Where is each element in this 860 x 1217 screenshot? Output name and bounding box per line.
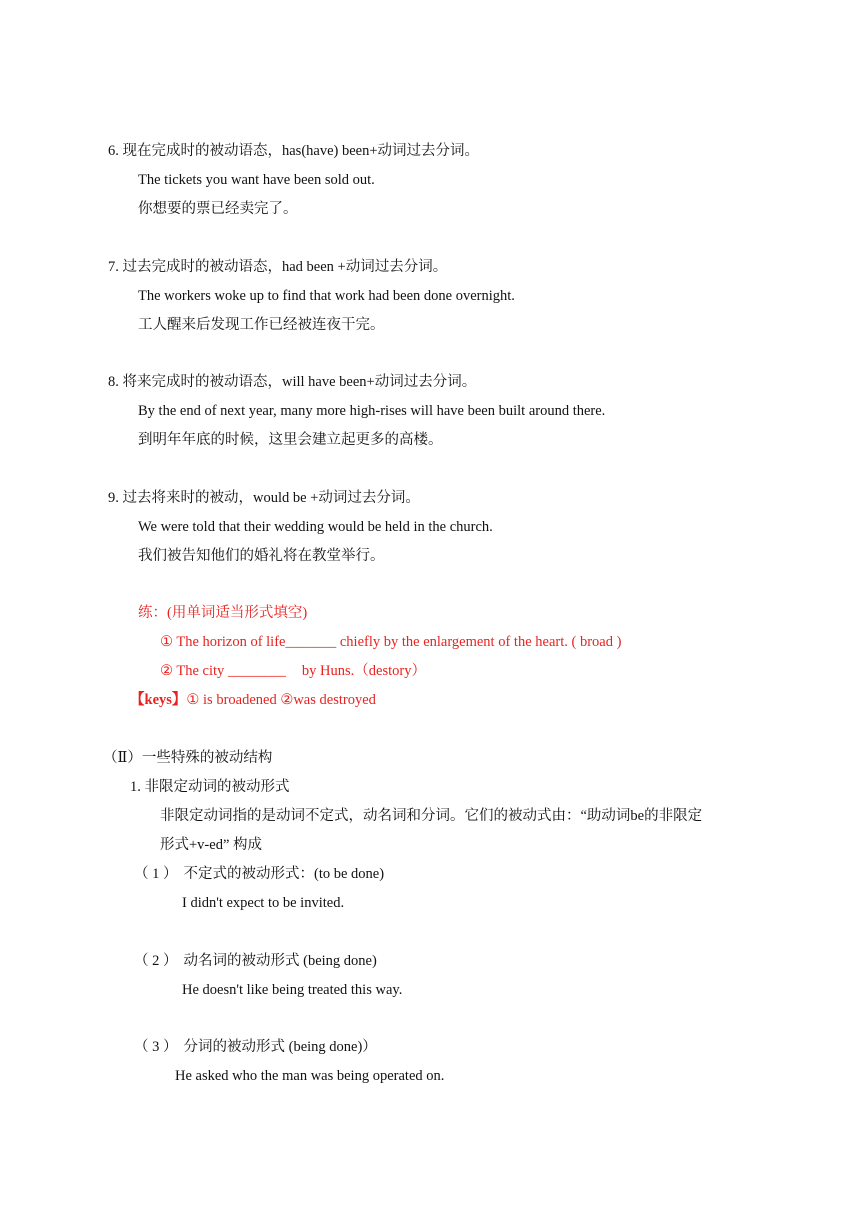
form-3-label: 分词的被动形式 (being done)）	[183, 1039, 377, 1055]
keys-text: ① is broadened ②was destroyed	[186, 692, 376, 708]
item-9-example-zh: 我们被告知他们的婚礼将在教堂举行。	[138, 548, 385, 564]
form-3-example: He asked who the man was being operated on.	[175, 1068, 445, 1084]
description-line-1: 非限定动词指的是动词不定式，动名词和分词。它们的被动式由：“助动词be的非限定	[160, 808, 703, 824]
form-2-label: 动名词的被动形式 (being done)	[183, 953, 377, 969]
item-8-example-zh: 到明年年底的时候，这里会建立起更多的高楼。	[138, 432, 443, 448]
exercise-question-2-start: ② The city ________	[160, 663, 286, 679]
item-6-example-en: The tickets you want have been sold out.	[138, 172, 375, 188]
keys-label: 【keys】	[130, 692, 187, 708]
item-7-example-zh: 工人醒来后发现工作已经被连夜干完。	[138, 317, 385, 333]
item-8-heading: 8. 将来完成时的被动语态，will have been+动词过去分词。	[108, 374, 477, 390]
form-2-number: （ 2 ）	[134, 953, 178, 969]
form-1-number: （ 1 ）	[134, 866, 178, 882]
item-7-heading: 7. 过去完成时的被动语态，had been +动词过去分词。	[108, 259, 448, 275]
form-1-heading	[134, 864, 384, 884]
item-9-example-en: We were told that their wedding would be held in the church.	[138, 519, 493, 535]
form-2-example: He doesn't like being treated this way.	[182, 982, 403, 998]
item-9-heading: 9. 过去将来时的被动，would be +动词过去分词。	[108, 490, 420, 506]
exercise-question-2	[160, 661, 426, 681]
section-2-title: （Ⅱ）一些特殊的被动结构	[103, 750, 273, 766]
exercise-title: 练：(用单词适当形式填空)	[138, 605, 308, 621]
form-1-label: 不定式的被动形式：(to be done)	[183, 866, 385, 882]
item-8-example-en: By the end of next year, many more high-rises will have been built around there.	[138, 403, 606, 419]
item-6-example-zh: 你想要的票已经卖完了。	[138, 201, 298, 217]
item-7-example-en: The workers woke up to find that work had been done overnight.	[138, 288, 515, 304]
exercise-question-1: ① The horizon of life_______ chiefly by the enlargement of the heart. ( broad )	[160, 634, 622, 650]
answer-keys	[130, 690, 376, 710]
form-3-number: （ 3 ）	[134, 1039, 178, 1055]
exercise-question-2-end: by Huns.（destory）	[301, 663, 426, 679]
description-line-2: 形式+v-ed” 构成	[160, 837, 263, 853]
form-1-example: I didn't expect to be invited.	[182, 895, 345, 911]
form-2-heading	[134, 951, 377, 971]
form-3-heading	[134, 1037, 377, 1057]
item-6-heading: 6. 现在完成时的被动语态，has(have) been+动词过去分词。	[108, 143, 480, 159]
subsection-1-title: 1. 非限定动词的被动形式	[130, 779, 290, 795]
